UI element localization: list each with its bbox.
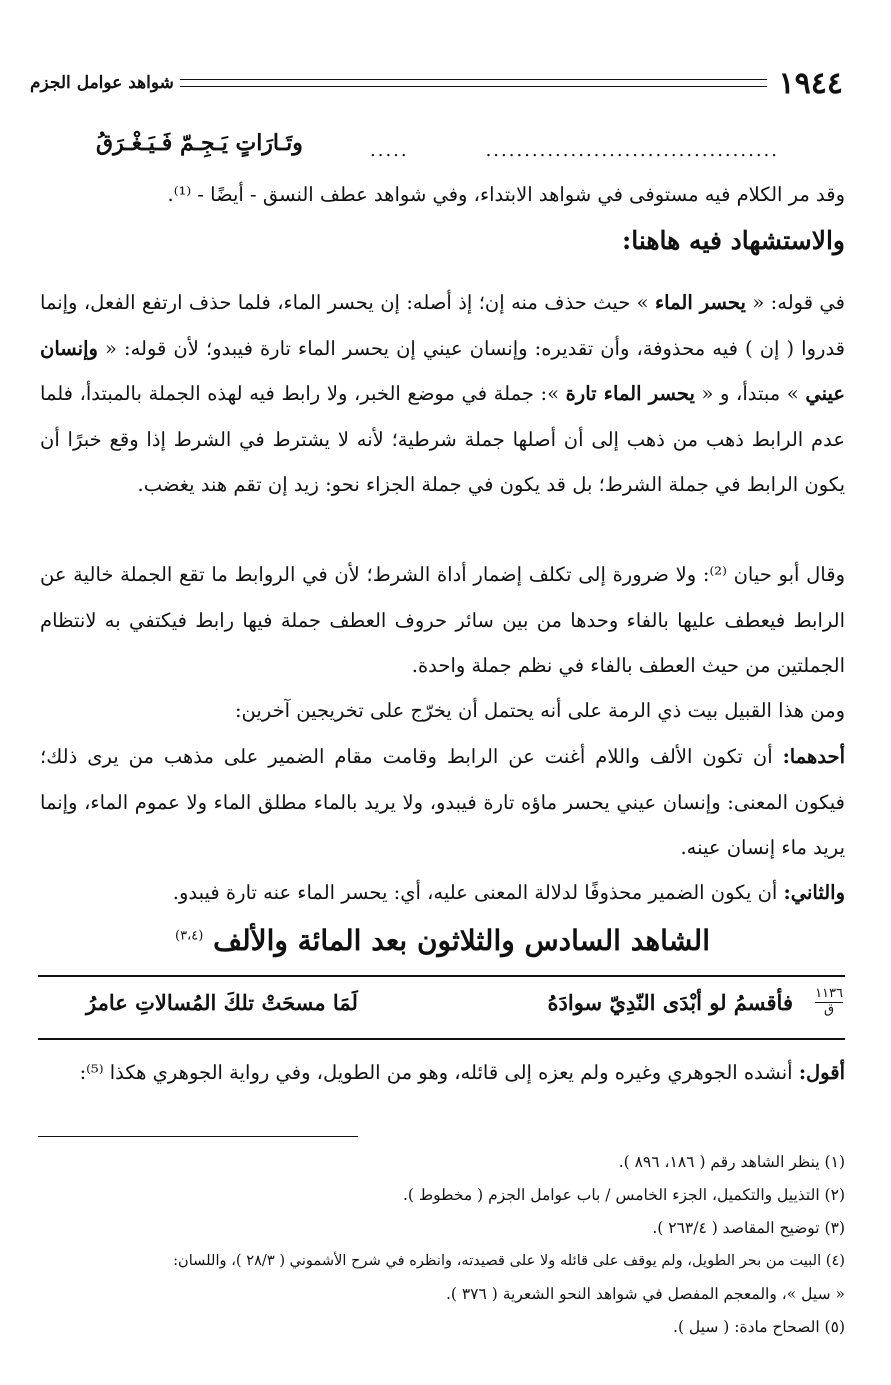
footnote-4-cont: « سيل »، والمعجم المفصل في شواهد النحو الشعرية ( ٣٧٦ ). (445, 1285, 845, 1303)
p5-label: أحدهما: (782, 745, 845, 768)
paragraph-4: ومن هذا القبيل بيت ذي الرمة على أنه يحتمل أن يخرّج على تخريجين آخرين: (234, 699, 845, 722)
page-number: ١٩٤٤ (778, 65, 843, 101)
running-title: شواهد عوامل الجزم (30, 73, 174, 93)
header-rule (180, 79, 767, 87)
p2-c: » حيث حذف منه إن؛ إذ أصله: إن يحسر الماء، فلما حذف ارتفع الفعل، وإنما قدروا ( إن ) فيه محذوفة، وأن تقديره: وإنسان عيني إن يحسر الماء تارة فيبدو؛ لأن قوله: « (40, 291, 845, 360)
p2-f: يحسر الماء تارة (565, 382, 695, 405)
footnote-5: (٥) الصحاح مادة: ( سيل ). (673, 1318, 845, 1336)
p2-d: وإنسان عيني (40, 336, 845, 405)
paragraph-6 (40, 870, 845, 916)
paragraph-3: وقال أبو حيان ⁽²⁾: ولا ضرورة إلى تكلف إضمار أداة الشرط؛ لأن في الروابط ما تقع الجملة خالية عن الرابط فيعطف عليها بالفاء وحدها من بين سائر حروف العطف جملة فيها رابط فيكتفي به لانتظام الجملتين من حيث العطف بالفاء في نظم جملة واحدة. (40, 563, 845, 677)
verse-meter-letter: ق (823, 1002, 835, 1017)
p2-g: »: جملة في موضع الخبر، ولا رابط فيه لهذه الجملة بالمبتدأ، فلما عدم الرابط ذهب من ذهب إلى أن أصلها جملة شرطية؛ لأنه لا يشترط في الشرط إذا وقع خبرًا أن يكون الرابط في جملة الشرط؛ بل قد يكون في جملة الجزاء نحو: زيد إن تقم هند يغضب. (40, 382, 845, 496)
footnote-4: (٤) البيت من بحر الطويل، ولم يوقف على قائله ولا على قصيدته، وانظره في شرح الأشموني ( ٢٨/٣ )، واللسان: (173, 1252, 845, 1269)
verse-number (815, 987, 843, 1017)
footnote-3: (٣) توضيح المقاصد ( ٢٦٣/٤ ). (652, 1219, 845, 1237)
paragraph-2 (40, 280, 845, 508)
verse-number-value: ١١٣٦ (815, 986, 843, 1001)
chapter-title-text: الشاهد السادس والثلاثون بعد المائة والألف (213, 924, 710, 957)
chapter-title (40, 924, 845, 957)
p5-text: أن تكون الألف واللام أغنت عن الرابط وقامت مقام الضمير على مذهب من يرى ذلك؛ فيكون المعنى: وإنسان عيني يحسر ماؤه تارة فيبدو، ولا يريد بالماء مطلق الماء ولا عموم الماء، وإنما يريد ماء إنسان عينه. (40, 745, 845, 859)
p6-text: أن يكون الضمير محذوفًا لدلالة المعنى عليه، أي: يحسر الماء عنه تارة فيبدو. (172, 881, 784, 904)
verse-bottom-rule (38, 1038, 845, 1040)
paragraph-5 (40, 734, 845, 871)
footnote-2: (٢) التذييل والتكميل، الجزء الخامس / باب عوامل الجزم ( مخطوط ). (402, 1186, 845, 1204)
verse2-right-half: فأقسمُ لو أبْدَى النّدِيّ سوادَهُ (547, 990, 793, 1015)
p7-text: أنشده الجوهري وغيره ولم يعزه إلى قائله، وهو من الطويل، وفي رواية الجوهري هكذا ⁽⁵⁾: (79, 1061, 799, 1084)
p2-e: » مبتدأ، و « (694, 382, 806, 405)
footnote-1: (١) ينظر الشاهد رقم ( ١٨٦، ٨٩٦ ). (618, 1153, 845, 1171)
p2-b: يحسر الماء (655, 291, 746, 314)
paragraph-1: وقد مر الكلام فيه مستوفى في شواهد الابتداء، وفي شواهد عطف النسق - أيضًا - ⁽¹⁾. (167, 183, 845, 206)
page-header (30, 66, 843, 100)
verse2-left-half: لَمَا مسحَتْ تلكَ المُسالاتِ عامرُ (86, 990, 358, 1015)
p7-label: أقول: (798, 1061, 845, 1084)
footnote-separator (38, 1136, 358, 1137)
verse-dots-right: ...................................... (485, 140, 779, 161)
verse-left-half: وتَـارَاتٍ يَـجِـمّ فَـيَـغْـرَقُ (96, 130, 303, 156)
p6-label: والثاني: (783, 881, 845, 904)
verse-dots-left: ..... (370, 140, 409, 161)
chapter-note: (٣،٤) (175, 928, 204, 944)
verse-top-rule (38, 975, 845, 977)
section-heading: والاستشهاد فيه هاهنا: (621, 226, 845, 255)
p2-a: في قوله: « (745, 291, 846, 314)
paragraph-7 (40, 1050, 845, 1096)
